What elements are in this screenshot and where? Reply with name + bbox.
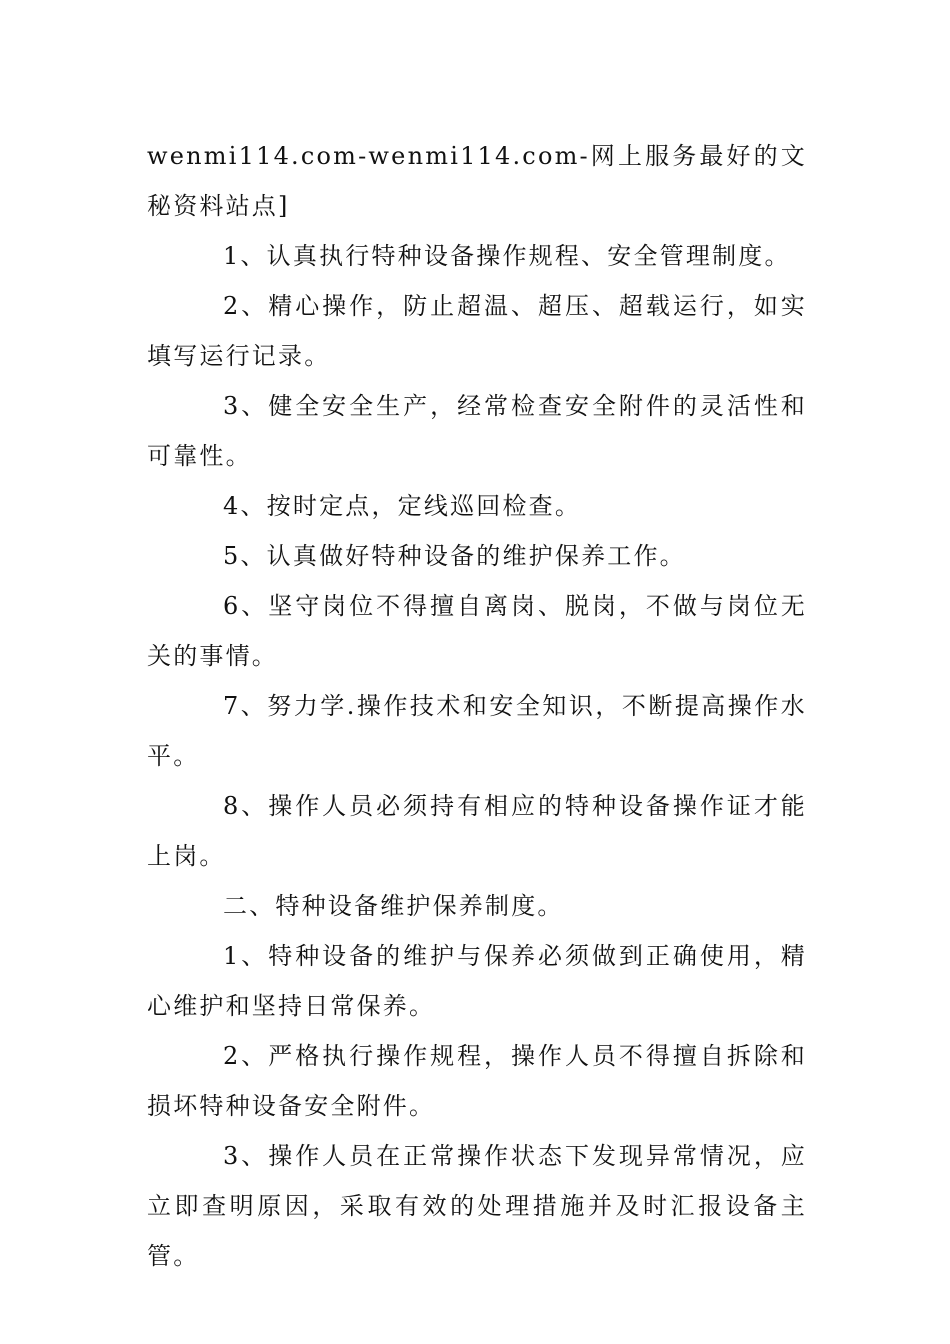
paragraph-maintenance-1: 1、特种设备的维护与保养必须做到正确使用，精心维护和坚持日常保养。: [147, 942, 807, 1020]
paragraph-item-7: 7、努力学.操作技术和安全知识，不断提高操作水平。: [147, 692, 807, 770]
document-body: [147, 131, 807, 1281]
paragraph-item-4: 4、按时定点，定线巡回检查。: [223, 492, 582, 520]
section-heading-maintenance: 二、特种设备维护保养制度。: [223, 892, 564, 920]
paragraph-item-3: 3、健全安全生产，经常检查安全附件的灵活性和可靠性。: [147, 392, 807, 470]
paragraph-item-5: 5、认真做好特种设备的维护保养工作。: [223, 542, 686, 570]
paragraph-item-6: 6、坚守岗位不得擅自离岗、脱岗，不做与岗位无关的事情。: [147, 592, 807, 670]
paragraph-maintenance-3: 3、操作人员在正常操作状态下发现异常情况，应立即查明原因，采取有效的处理措施并及时汇报设备主管。: [147, 1142, 807, 1270]
paragraph-source-line: wenmi114.com-wenmi114.com-网上服务最好的文秘资料站点]: [147, 142, 807, 220]
paragraph-maintenance-2: 2、严格执行操作规程，操作人员不得擅自拆除和损坏特种设备安全附件。: [147, 1042, 807, 1120]
paragraph-item-2: 2、精心操作，防止超温、超压、超载运行，如实填写运行记录。: [147, 292, 807, 370]
paragraph-item-1: 1、认真执行特种设备操作规程、安全管理制度。: [223, 242, 791, 270]
paragraph-item-8: 8、操作人员必须持有相应的特种设备操作证才能上岗。: [147, 792, 807, 870]
